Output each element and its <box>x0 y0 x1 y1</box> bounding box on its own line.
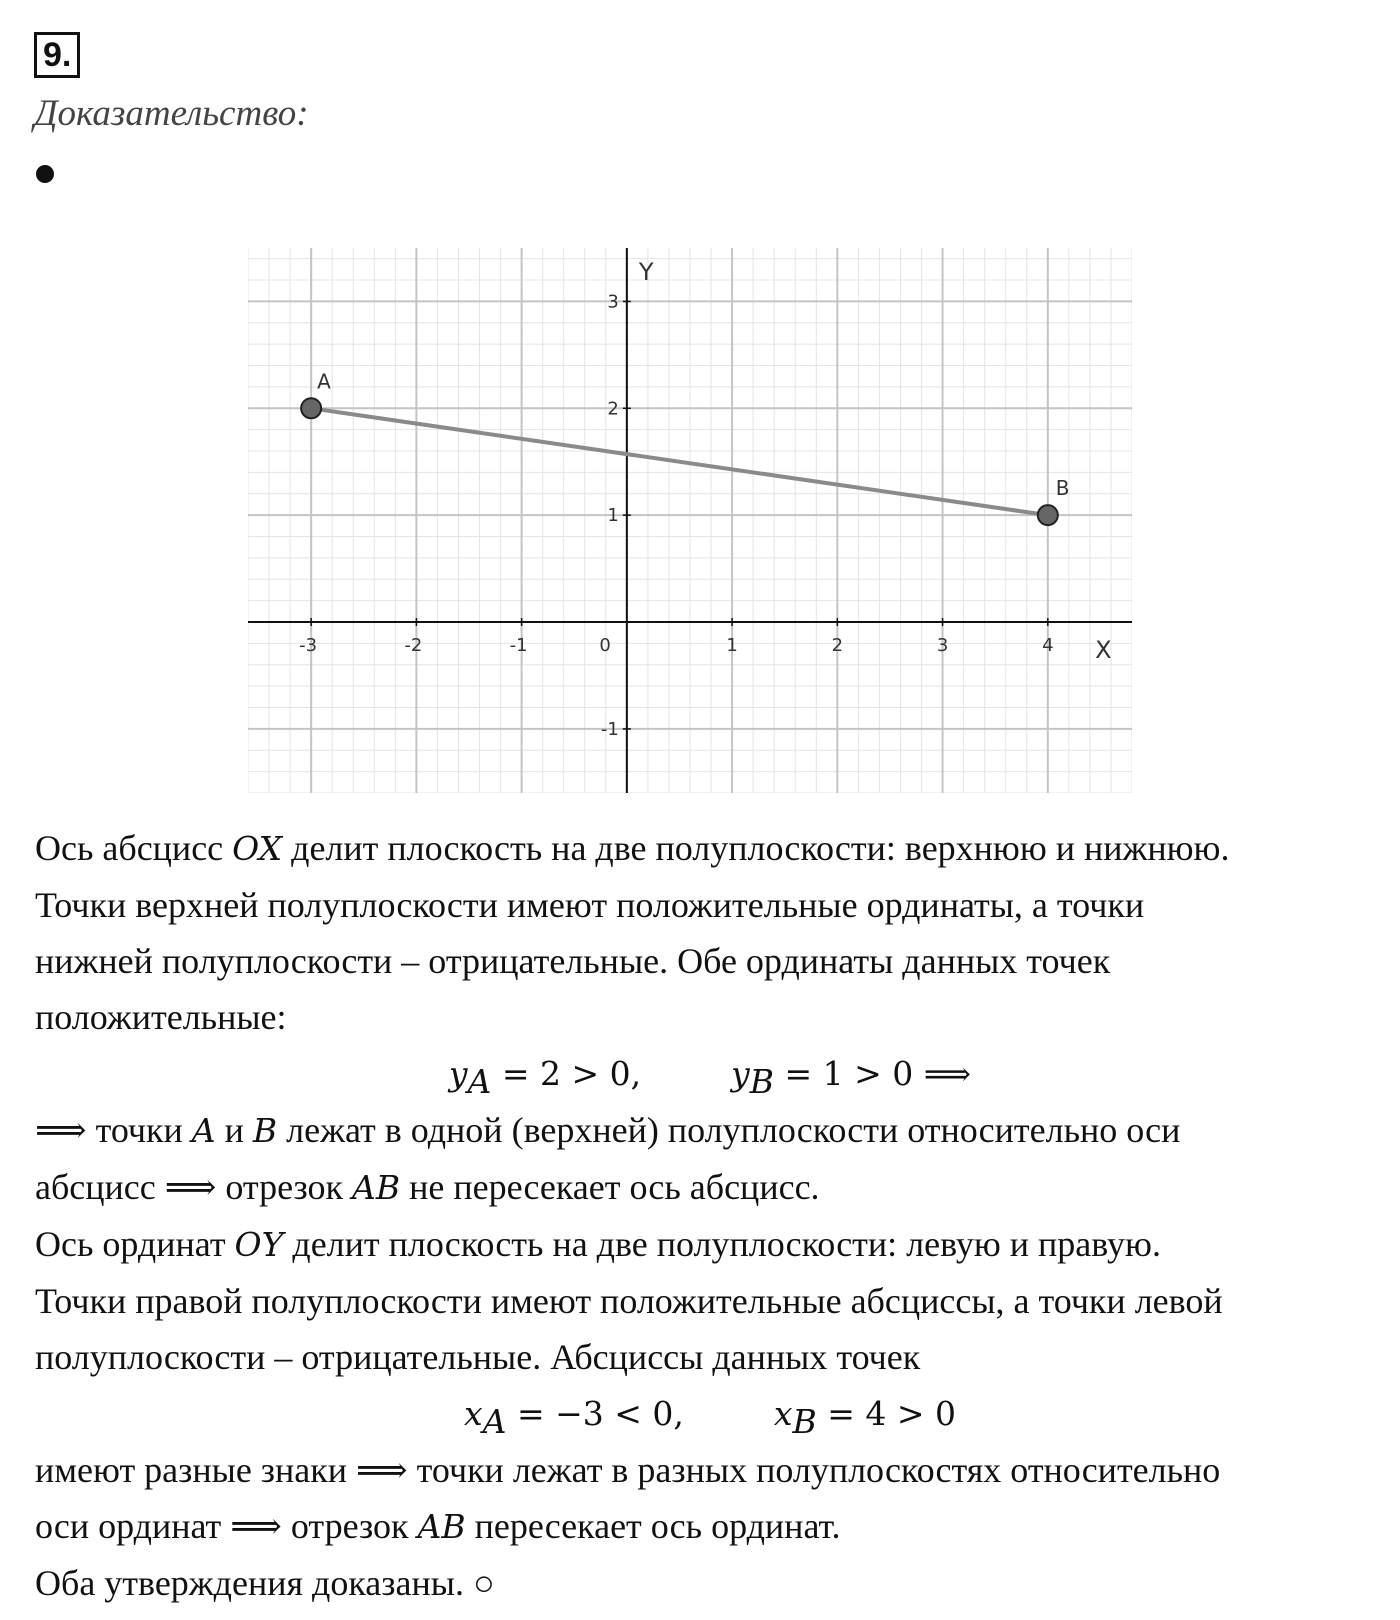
text-span: делит плоскость на две полуплоскости: верхнюю и нижнюю. <box>282 828 1230 868</box>
coordinate-plane <box>248 248 1132 793</box>
math-var: y <box>448 1054 468 1093</box>
proof-title-text: Доказательство <box>34 93 297 134</box>
math-sub: B <box>749 1062 775 1101</box>
x-tick-label: 4 <box>1042 635 1054 657</box>
x-tick-label: -3 <box>299 635 318 657</box>
math-var: x <box>773 1394 793 1433</box>
y-axis-label: Y <box>638 258 654 286</box>
equation-abscissas <box>35 1385 1385 1442</box>
math-b: B <box>252 1111 278 1150</box>
paragraph-10: имеют разные знаки ⟹ точки лежат в разных полуплоскостях относительно <box>35 1450 1221 1490</box>
math-sub: A <box>467 1062 492 1101</box>
origin-label: 0 <box>599 635 611 657</box>
math-rest: = 4 > 0 <box>816 1394 957 1433</box>
proof-title-colon: : <box>296 93 309 134</box>
bullet-icon <box>36 165 54 183</box>
paragraph-2: Точки верхней полуплоскости имеют положительные ординаты, а точки <box>35 885 1145 925</box>
proof-body <box>35 820 1385 1611</box>
x-tick-label: 3 <box>936 635 949 657</box>
segment-ab <box>311 408 1048 515</box>
text-span: не пересекает ось абсцисс. <box>400 1167 820 1207</box>
text-span: пересекает ось ординат. <box>465 1506 841 1546</box>
math-var: x <box>463 1394 483 1433</box>
point-b <box>1038 505 1058 525</box>
point-a-label: A <box>317 369 331 394</box>
y-tick-label: 2 <box>607 398 619 420</box>
paragraph-11 <box>35 1498 1385 1555</box>
paragraph-8: Точки правой полуплоскости имеют положительные абсциссы, а точки левой <box>35 1281 1223 1321</box>
minor-grid <box>248 248 1132 793</box>
point-b-label: B <box>1055 476 1070 501</box>
math-sub: B <box>792 1402 817 1441</box>
coordinate-plane-figure <box>248 248 1132 798</box>
equation-ya <box>449 1046 641 1102</box>
x-tick-label: 2 <box>831 635 844 657</box>
text-span: лежат в одной (верхней) полуплоскости относительно оси <box>277 1110 1181 1150</box>
equation-yb <box>731 1046 971 1102</box>
math-rest: = 2 > 0, <box>491 1054 642 1093</box>
text-span: абсцисс ⟹ отрезок <box>35 1167 352 1207</box>
math-rest: = 1 > 0 ⟹ <box>774 1054 972 1093</box>
math-oy: OY <box>234 1225 284 1264</box>
math-rest: = −3 < 0, <box>506 1394 684 1433</box>
y-tick-label: 3 <box>607 291 619 313</box>
math-a: A <box>191 1111 216 1150</box>
x-tick-label: -1 <box>509 635 528 657</box>
text-span: ⟹ точки <box>35 1110 192 1150</box>
text-span: оси ординат ⟹ отрезок <box>35 1506 418 1546</box>
paragraph-1 <box>35 820 1385 877</box>
proof-heading <box>34 92 309 135</box>
paragraph-9: полуплоскости – отрицательные. Абсциссы данных точек <box>35 1337 921 1377</box>
text-span: Ось ординат <box>35 1224 235 1264</box>
point-a <box>301 398 321 418</box>
x-axis-label: X <box>1095 636 1112 665</box>
text-span: Ось абсцисс <box>35 828 233 868</box>
math-ox: OX <box>232 829 283 868</box>
math-ab: AB <box>352 1168 401 1207</box>
paragraph-4: положительные: <box>35 997 287 1037</box>
x-tick-label: 1 <box>726 635 738 657</box>
y-tick-label: 1 <box>607 505 619 527</box>
equation-xb <box>774 1386 956 1442</box>
text-span: и <box>215 1110 253 1150</box>
equation-ordinates <box>35 1045 1385 1102</box>
equation-xa <box>464 1386 684 1442</box>
x-tick-label: -2 <box>404 635 423 657</box>
paragraph-7 <box>35 1216 1385 1273</box>
paragraph-6 <box>35 1159 1385 1216</box>
math-sub: A <box>482 1402 507 1441</box>
paragraph-3: нижней полуплоскости – отрицательные. Обе ординаты данных точек <box>35 941 1111 981</box>
text-span: делит плоскость на две полуплоскости: левую и правую. <box>283 1224 1161 1264</box>
paragraph-12: Оба утверждения доказаны. ○ <box>35 1563 495 1603</box>
problem-number: 9. <box>34 32 80 78</box>
x-tick-labels <box>299 635 1053 656</box>
y-tick-label: -1 <box>600 718 619 740</box>
paragraph-5 <box>35 1102 1385 1159</box>
math-ab: AB <box>417 1507 466 1546</box>
math-var: y <box>731 1054 750 1093</box>
